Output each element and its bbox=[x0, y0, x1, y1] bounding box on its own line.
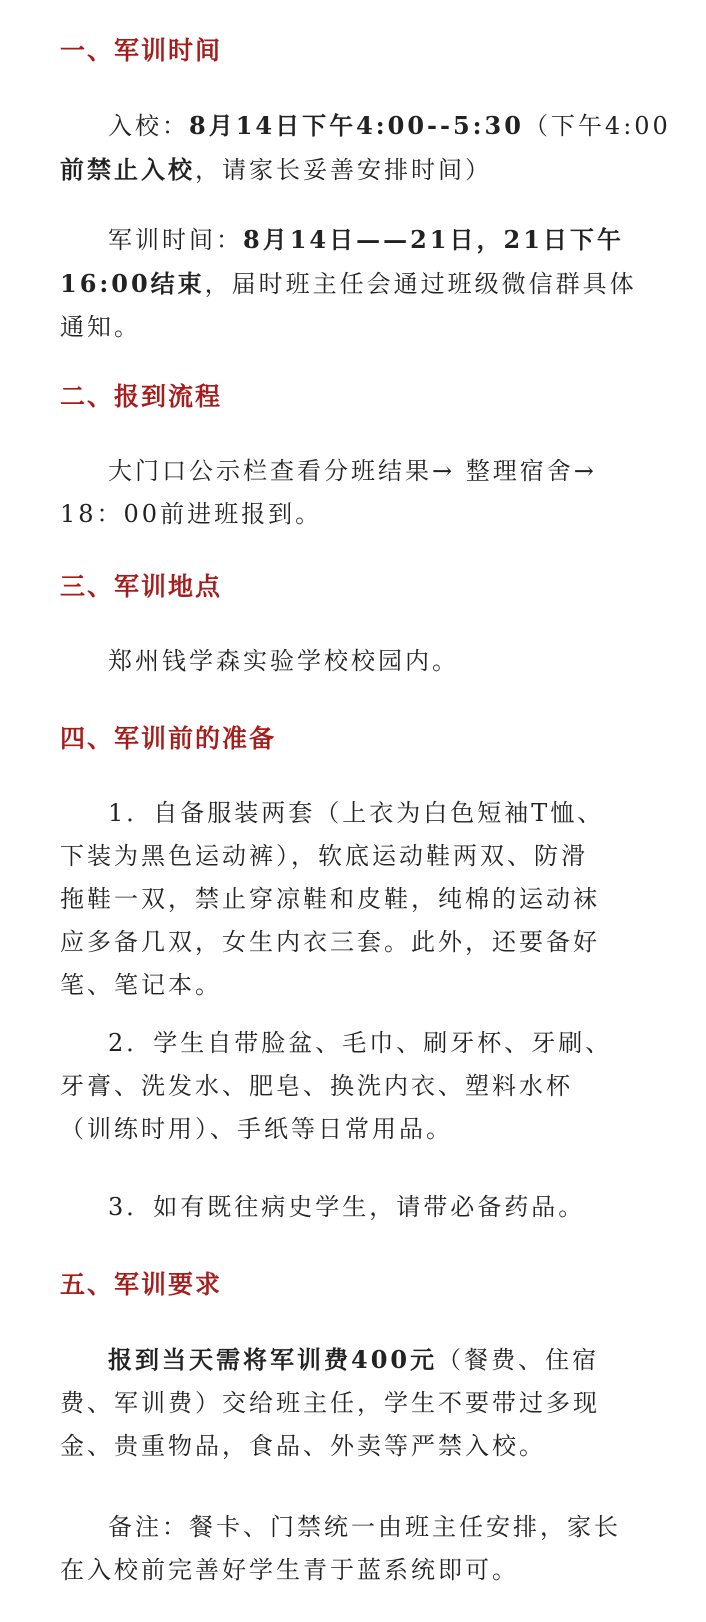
enroll-forbidden: 前禁止入校 bbox=[60, 155, 195, 184]
enroll-label: 入校： bbox=[108, 112, 189, 140]
enroll-time: 8月14日下午4:00--5:30 bbox=[189, 111, 524, 140]
period-end-time: 16:00结束 bbox=[60, 269, 205, 298]
location-text: 郑州钱学森实验学校校园内。 bbox=[108, 647, 459, 675]
period-dates: 8月14日——21日，21日下午 bbox=[243, 225, 624, 254]
section-heading-registration: 二、报到流程 bbox=[60, 382, 223, 411]
fee-amount: 报到当天需将军训费400元 bbox=[108, 1345, 438, 1374]
location-paragraph bbox=[60, 640, 660, 683]
registration-line1: 大门口公示栏查看分班结果→ 整理宿舍→ bbox=[108, 457, 597, 485]
training-period-paragraph bbox=[60, 218, 660, 349]
enroll-note-open: （下午4:00 bbox=[523, 112, 671, 140]
fee-paragraph: 报到当天需将军训费400元（餐费、住宿 费、军训费）交给班主任，学生不要带过多现 金、贵重物品，食品、外卖等严禁入校。 bbox=[60, 1345, 600, 1460]
preparation-item-3: 3．如有既往病史学生，请带必备药品。 bbox=[108, 1193, 586, 1221]
preparation-item-2: 2．学生自带脸盆、毛巾、刷牙杯、牙刷、 牙膏、洗发水、肥皂、换洗内衣、塑料水杯 （训练时用）、手纸等日常用品。 bbox=[60, 1029, 613, 1143]
registration-line2: 18：00前进班报到。 bbox=[60, 500, 323, 528]
preparation-item-1: 1．自备服装两套（上衣为白色短袖T恤、 下装为黑色运动裤），软底运动鞋两双、防滑 拖鞋一双，禁止穿凉鞋和皮鞋，纯棉的运动袜 应多备几双，女生内衣三套。此外，还要备好 笔、笔记本。 bbox=[60, 799, 605, 999]
fee-detail: （餐费、住宿 bbox=[437, 1346, 600, 1374]
section-heading-location: 三、军训地点 bbox=[60, 572, 223, 601]
period-label: 军训时间： bbox=[108, 226, 243, 254]
enroll-note-rest: ，请家长妥善安排时间） bbox=[195, 156, 492, 184]
section-heading-requirements: 五、军训要求 bbox=[60, 1270, 223, 1299]
remark-paragraph: 备注：餐卡、门禁统一由班主任安排，家长 在入校前完善好学生青于蓝系统即可。 bbox=[60, 1513, 621, 1584]
period-rest: ，届时班主任会通过班级微信群具体 bbox=[204, 270, 637, 298]
enrollment-paragraph bbox=[60, 104, 671, 192]
registration-paragraph bbox=[60, 450, 660, 536]
section-heading-preparation: 四、军训前的准备 bbox=[60, 724, 277, 753]
section-heading-training-time: 一、军训时间 bbox=[60, 36, 223, 65]
period-line3: 通知。 bbox=[60, 313, 141, 341]
